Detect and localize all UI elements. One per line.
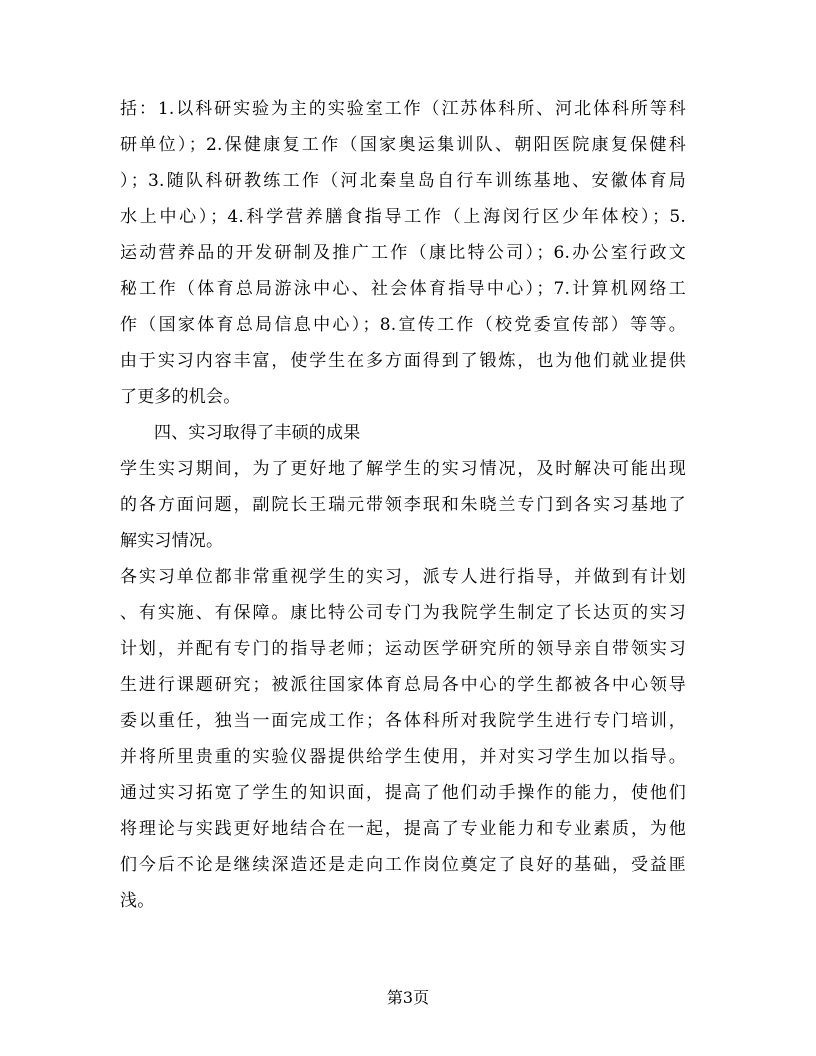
text-line: 们今后不论是继续深造还是走向工作岗位奠定了良好的基础，受益匪 <box>120 855 686 875</box>
document-body <box>120 91 686 919</box>
text-line: 、有实施、有保障。康比特公司专门为我院学生制定了长达页的实习 <box>120 603 686 623</box>
text-line: 水上中心）；4.科学营养膳食指导工作（上海闵行区少年体校）；5. <box>120 207 686 227</box>
text-line: 生进行课题研究；被派往国家体育总局各中心的学生都被各中心领导 <box>120 675 686 695</box>
text-line: 将理论与实践更好地结合在一起，提高了专业能力和专业素质，为他 <box>120 819 686 839</box>
text-line: 由于实习内容丰富，使学生在多方面得到了锻炼，也为他们就业提供 <box>120 351 686 371</box>
text-line: 通过实习拓宽了学生的知识面，提高了他们动手操作的能力，使他们 <box>120 783 686 803</box>
text-line: 解实习情况。 <box>120 531 224 551</box>
text-line: 作（国家体育总局信息中心）；8.宣传工作（校党委宣传部）等等。 <box>120 315 686 335</box>
text-line: 浅。 <box>120 891 155 911</box>
text-line: 括：1.以科研实验为主的实验室工作（江苏体科所、河北体科所等科 <box>120 99 686 119</box>
text-line: 委以重任，独当一面完成工作；各体科所对我院学生进行专门培训， <box>120 711 686 731</box>
text-line: 学生实习期间，为了更好地了解学生的实习情况，及时解决可能出现 <box>120 459 686 479</box>
text-line: 了更多的机会。 <box>120 387 241 407</box>
text-line: 计划，并配有专门的指导老师；运动医学研究所的领导亲自带领实习 <box>120 639 686 659</box>
text-line: 秘工作（体育总局游泳中心、社会体育指导中心）；7.计算机网络工 <box>120 279 686 299</box>
text-line: 并将所里贵重的实验仪器提供给学生使用，并对实习学生加以指导。 <box>120 747 686 767</box>
text-line: ）；3.随队科研教练工作（河北秦皇岛自行车训练基地、安徽体育局 <box>120 171 686 191</box>
section-heading: 四、实习取得了丰硕的成果 <box>154 423 361 443</box>
text-line: 各实习单位都非常重视学生的实习，派专人进行指导，并做到有计划 <box>120 567 686 587</box>
text-line: 的各方面问题，副院长王瑞元带领李珉和朱晓兰专门到各实习基地了 <box>120 495 686 515</box>
text-line: 运动营养品的开发研制及推广工作（康比特公司）；6.办公室行政文 <box>120 243 686 263</box>
text-line: 研单位）；2.保健康复工作（国家奥运集训队、朝阳医院康复保健科 <box>120 135 686 155</box>
page-number: 第3页 <box>386 988 430 1007</box>
